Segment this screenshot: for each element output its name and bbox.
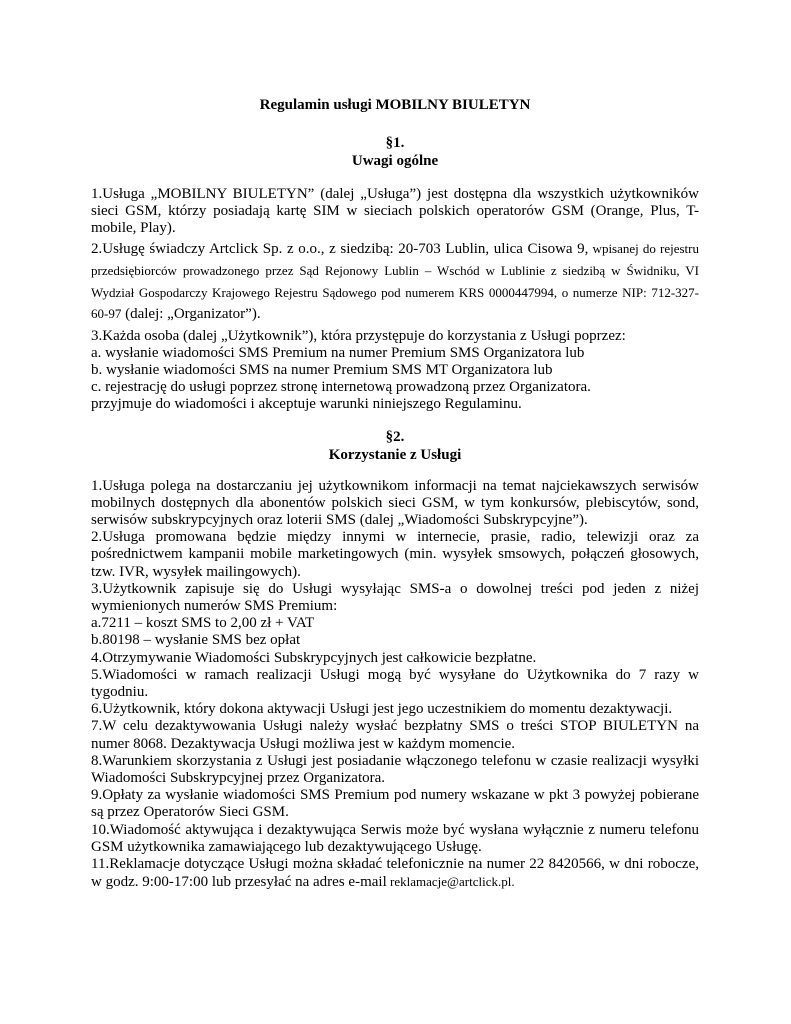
section-1-item-b: b. wysłanie wiadomości SMS na numer Premium SMS MT Organizatora lub bbox=[91, 362, 553, 379]
section-1-mark: §1. bbox=[385, 135, 405, 151]
section-2-title: Korzystanie z Usługi bbox=[328, 446, 462, 463]
section-1-item-c: c. rejestrację do usługi poprzez stronę internetową prowadzoną przez Organizatora. bbox=[91, 379, 591, 396]
section-2-paragraph-5: 5.Wiadomości w ramach realizacji Usługi mogą być wysyłane do Użytkownika do 7 razy w tygodniu. bbox=[91, 666, 699, 701]
section-1-paragraph-2 bbox=[91, 238, 699, 326]
section-2-paragraph-11 bbox=[91, 856, 699, 891]
complaints-email-link[interactable]: reklamacje@artclick.pl. bbox=[386, 874, 515, 890]
section-2-item-b: b.80198 – wysłanie SMS bez opłat bbox=[91, 632, 301, 649]
section-2-paragraph-1: 1.Usługa polega na dostarczaniu jej użytkownikom informacji na temat najciekawszych serwisów mobilnych dostępnych dla abonentów polskich sieci GSM, w tym konkursów, plebiscytów, sond, serwisów subskrypcyjnych oraz loterii SMS (dalej „Wiadomości Subskrypcyjne”). bbox=[91, 477, 699, 529]
document-page bbox=[91, 96, 699, 892]
section-1-closing: przyjmuje do wiadomości i akceptuje warunki niniejszego Regulaminu. bbox=[91, 396, 522, 413]
section-2-paragraph-8: 8.Warunkiem skorzystania z Usługi jest posiadanie włączonego telefonu w czasie realizacji wysyłki Wiadomości Subskrypcyjnej przez Organizatora. bbox=[91, 752, 699, 787]
section-2-mark: §2. bbox=[385, 428, 405, 445]
section-1-item-a: a. wysłanie wiadomości SMS Premium na numer Premium SMS Organizatora lub bbox=[91, 344, 585, 361]
section-1 bbox=[91, 134, 699, 414]
section-2 bbox=[91, 428, 699, 892]
document-title: Regulamin usługi MOBILNY BIULETYN bbox=[259, 97, 531, 113]
section-1-paragraph-1: 1.Usługa „MOBILNY BIULETYN” (dalej „Usługa”) jest dostępna dla wszystkich użytkowników sieci GSM, którzy posiadają kartę SIM w sieciach polskich operatorów GSM (Orange, Plus, T-mobile, Play). bbox=[91, 186, 699, 237]
section-2-paragraph-9: 9.Opłaty za wysłanie wiadomości SMS Premium pod numery wskazane w pkt 3 powyżej pobierane są przez Operatorów Sieci GSM. bbox=[91, 787, 699, 821]
section-2-paragraph-11-lead: 11.Reklamacje dotyczące Usługi można składać telefonicznie na numer 22 8420566, w dni robocze, w godz. 9:00-17:00 lub przesyłać na adres e-mail bbox=[91, 856, 699, 891]
section-2-item-a: a.7211 – koszt SMS to 2,00 zł + VAT bbox=[91, 615, 315, 632]
section-2-paragraph-2: 2.Usługa promowana będzie między innymi w internecie, prasie, radio, telewizji oraz za pośrednictwem kampanii mobile marketingowych (min. wysyłek smsowych, połączeń głosowych, tzw. IVR, wysyłek mailingowych). bbox=[91, 529, 699, 580]
section-2-paragraph-3: 3.Użytkownik zapisuje się do Usługi wysyłając SMS-a o dowolnej treści pod jeden z niżej wymienionych numerów SMS Premium: bbox=[91, 580, 699, 615]
section-1-title: Uwagi ogólne bbox=[351, 153, 439, 169]
section-1-paragraph-2-tail: (dalej: „Organizator”). bbox=[121, 306, 261, 323]
section-1-paragraph-3: 3.Każda osoba (dalej „Użytkownik”), która przystępuje do korzystania z Usługi poprzez: bbox=[91, 327, 626, 344]
section-2-paragraph-10: 10.Wiadomość aktywująca i dezaktywująca Serwis może być wysłana wyłącznie z numeru telefonu GSM użytkownika zamawiającego lub dezaktywującego Usługę. bbox=[91, 821, 699, 855]
section-1-paragraph-2-rest: wpisanej do rejestru przedsiębiorców prowadzonego przez Sąd Rejonowy Lublin – Wschód w Lublinie z siedzibą w Świdniku, VI Wydział Gospodarczy Krajowego Rejestru Sądowego pod numerem KRS 0000447994, o numerze NIP: 712-327-60-97 bbox=[91, 240, 699, 322]
section-2-paragraph-4: 4.Otrzymywanie Wiadomości Subskrypcyjnych jest całkowicie bezpłatne. bbox=[91, 649, 537, 666]
section-2-paragraph-6: 6.Użytkownik, który dokona aktywacji Usługi jest jego uczestnikiem do momentu dezaktywacji. bbox=[91, 701, 673, 718]
section-1-paragraph-2-lead: 2.Usługę świadczy Artclick Sp. z o.o., z siedzibą: 20-703 Lublin, ulica Cisowa 9, bbox=[91, 240, 589, 257]
section-2-paragraph-7: 7.W celu dezaktywowania Usługi należy wysłać bezpłatny SMS o treści STOP BIULETYN na numer 8068. Dezaktywacja Usługi możliwa jest w każdym momencie. bbox=[91, 718, 699, 752]
